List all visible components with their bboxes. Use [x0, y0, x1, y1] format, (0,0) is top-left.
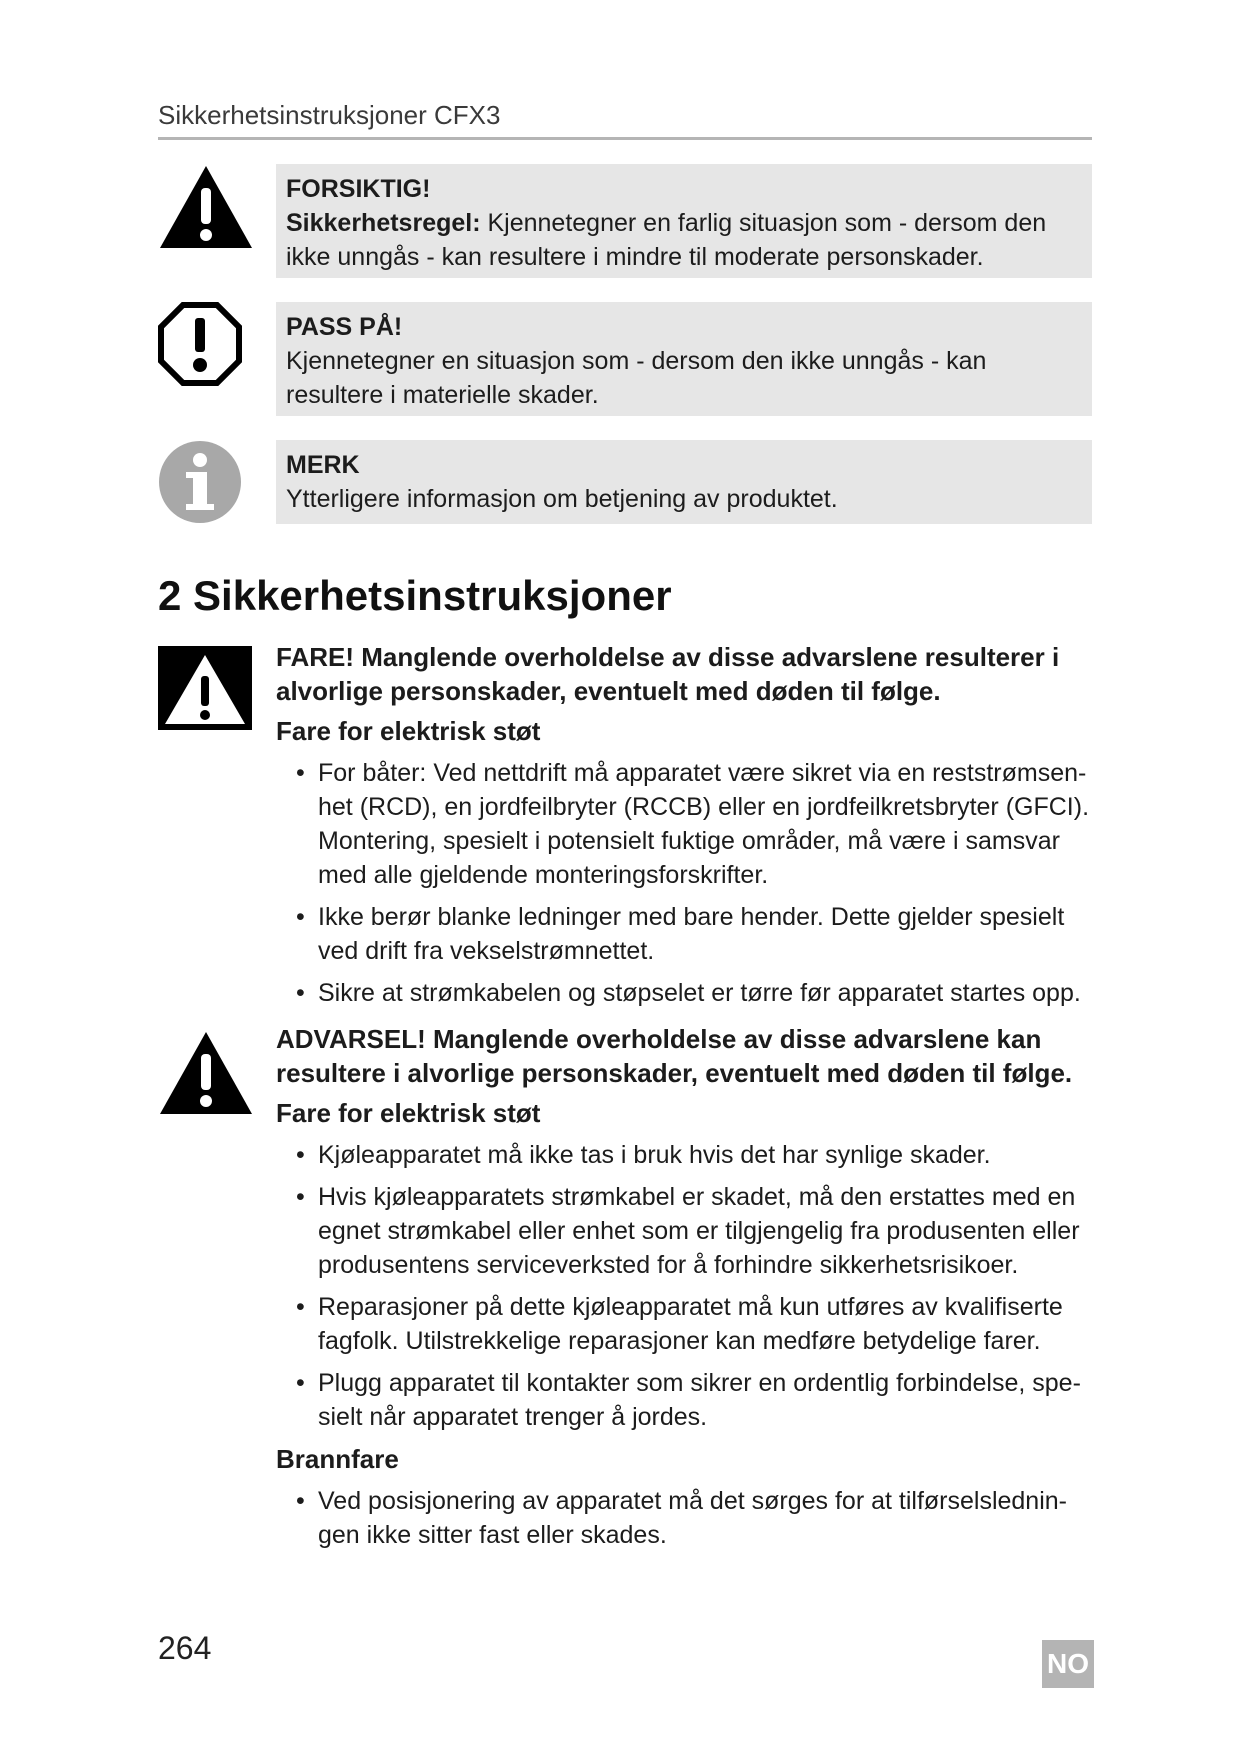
- notice-title: PASS PÅ!: [286, 313, 403, 341]
- page-number: 264: [158, 1630, 212, 1666]
- warning-signal: ADVARSEL! Manglende overholdelse av disse advarslene kan resultere i alvorlige personskader, eventuelt med døden til følge.: [276, 1024, 1073, 1088]
- warning-triangle-icon: [158, 164, 254, 250]
- list-item: • For båter: Ved nettdrift må apparatet være sikret via en reststrømsenhet (RCD), en jordfeilbryter (RCCB) eller en jordfeilkretsbryter (GFCI). Montering, spesielt i potensielt fuktige områder, må være i samsvar med alle gjeldende monteringsforskrifter.: [276, 756, 1092, 892]
- danger-signal: FARE! Manglende overholdelse av disse advarslene resulterer i alvorlige personskader, eventuelt med døden til følge.: [276, 642, 1060, 706]
- fire-list: [276, 1484, 1092, 1552]
- warning-triangle-icon: [158, 1030, 254, 1116]
- notice-info: [276, 440, 1092, 524]
- danger-list: [276, 756, 1092, 1010]
- notice-text: Ytterligere informasjon om betjening av produktet.: [286, 485, 838, 513]
- danger-section: [276, 640, 1092, 1018]
- list-item: • Sikre at strømkabelen og støpselet er tørre før apparatet startes opp.: [276, 976, 1092, 1010]
- list-item: • Hvis kjøleapparatets strømkabel er skadet, må den erstattes med en egnet strømkabel eller enhet som er tilgjengelig fra produsenten eller produsentens serviceverksted for å forhindre sikkerhetsrisikoer.: [276, 1180, 1092, 1282]
- section-heading: 2 Sikkerhetsinstruksjoner: [158, 572, 672, 619]
- notice-lead: Sikkerhetsregel:: [286, 209, 481, 237]
- list-item: • Ved posisjonering av apparatet må det sørges for at tilførselsledningen ikke sitter fast eller skades.: [276, 1484, 1092, 1552]
- notice-title: MERK: [286, 451, 360, 479]
- list-item: • Kjøleapparatet må ikke tas i bruk hvis det har synlige skader.: [276, 1138, 1092, 1172]
- danger-subheading: Fare for elektrisk støt: [276, 716, 541, 746]
- danger-triangle-icon: [158, 646, 252, 730]
- notice-notice: [276, 302, 1092, 416]
- running-header: Sikkerhetsinstruksjoner CFX3: [158, 100, 1092, 140]
- list-item: • Plugg apparatet til kontakter som sikrer en ordentlig forbindelse, spesielt når apparatet trenger å jordes.: [276, 1366, 1092, 1434]
- fire-subheading: Brannfare: [276, 1444, 399, 1474]
- info-icon: [158, 440, 242, 524]
- warning-section: [276, 1022, 1092, 1560]
- octagon-exclamation-icon: [158, 302, 242, 386]
- warning-subheading: Fare for elektrisk støt: [276, 1098, 541, 1128]
- notice-text: Kjennetegner en situasjon som - dersom den ikke unngås - kan resultere i materielle skader.: [286, 347, 987, 409]
- notice-text: Kjennetegner en farlig situasjon som - dersom den ikke unngås - kan resultere i mindre til moderate personskader.: [286, 209, 1047, 271]
- list-item: • Ikke berør blanke ledninger med bare hender. Dette gjelder spesielt ved drift fra vekselstrømnettet.: [276, 900, 1092, 968]
- notice-caution: [276, 164, 1092, 278]
- list-item: • Reparasjoner på dette kjøleapparatet må kun utføres av kvalifiserte fagfolk. Utilstrekkelige reparasjoner kan medføre betydelige farer.: [276, 1290, 1092, 1358]
- language-tag: NO: [1042, 1640, 1094, 1688]
- notice-title: FORSIKTIG!: [286, 175, 431, 203]
- warning-list: [276, 1138, 1092, 1434]
